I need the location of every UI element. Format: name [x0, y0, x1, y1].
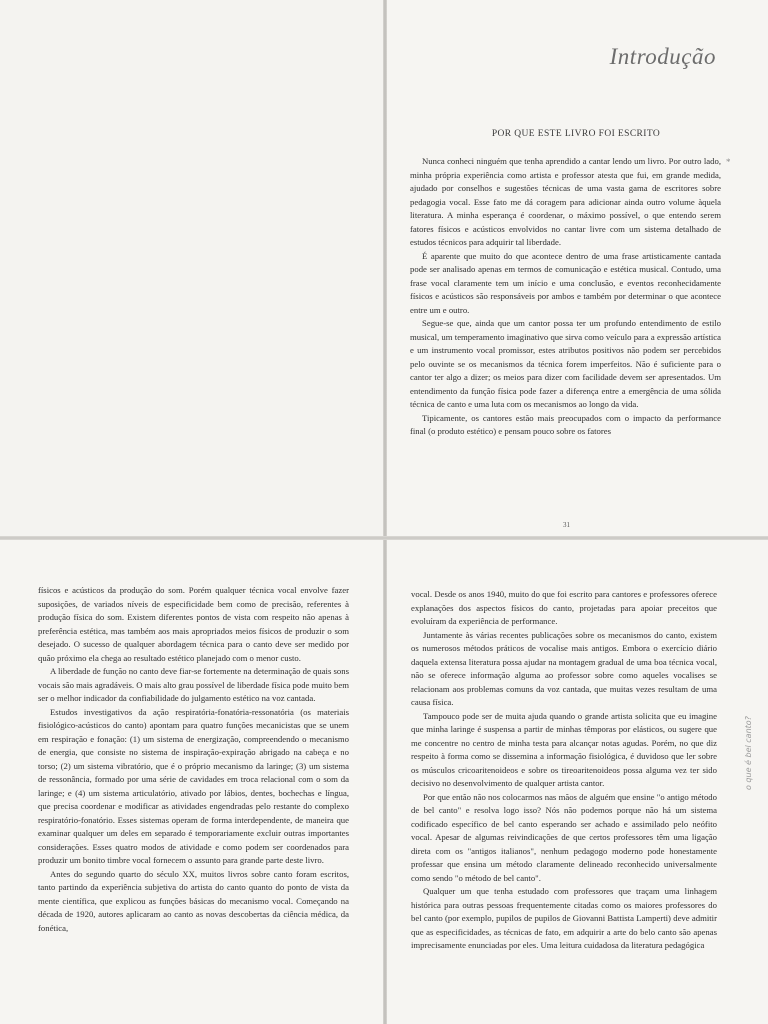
body-text [410, 155, 721, 439]
page-number: 31 [563, 521, 570, 529]
paragraph: Estudos investigativos da ação respiratória-fonatória-ressonatória (os materiais fisiológico-acústicos do canto) apontam para quatro funções mecanicistas que se unem em respiração e fonação: (1) um sistema de energização, compreendendo o mecanismo de energia, que consiste no sistema de inspiração-expiração abrigado na cabeça e no torso; (2) um sistema vibratório, que é o próprio mecanismo da laringe; (3) um sistema de ressonância, formado por uma série de cavidades em troca relacional com o som da laringe; e (4) um sistema articulatório, ativado por lábios, dentes, bochechas e língua, que precisa coordenar e modificar as atividades engendradas pelo restante do complexo respiratório-fonatório. Esses sistemas operam de forma interdependente, de maneira que examinar qualquer um deles em separado é temporariamente excluir outras importantes considerações. Esses quatro modos de atividade e como podem ser coordenados para produzir um bonito timbre vocal fornecem o assunto para grande parte deste livro. [38, 706, 349, 865]
blank-page [0, 0, 383, 536]
page-divider [0, 536, 768, 540]
paragraph: Nunca conheci ninguém que tenha aprendido a cantar lendo um livro. Por outro lado, minha própria experiência como artista e professor atesta que fui, em grande medida, ajudado por conselhos e sugestões técnicas de uma vasta gama de escritores sobre pedagogia vocal. Esse fato me dá coragem para adicionar ainda outro volume àquela literatura. A minha esperança é coordenar, o máximo possível, o que entendo serem fatores físicos e acústicos envolvidos no cantar livre com um sistema detalhado de estudos técnicos para adquirir tal liberdade. [410, 156, 721, 247]
right-text-page [387, 540, 768, 1024]
left-text-page [0, 540, 383, 1024]
margin-mark: * [726, 157, 731, 167]
introduction-page [387, 0, 768, 536]
body-text [411, 588, 717, 953]
paragraph: Tipicamente, os cantores estão mais preocupados com o impacto da performance final (o produto estético) e pensam pouco sobre os fatores [410, 412, 721, 436]
paragraph: É aparente que muito do que acontece dentro de uma frase artisticamente cantada pode ser analisado apenas em termos de comunicação e estética musical. Contudo, uma frase vocal claramente tem um início e uma conclusão, e eventos reconhecidamente físicos e acústicos são responsáveis por ambos e também por determinar o que acontece entre um e outro. [410, 250, 721, 315]
body-text [38, 584, 349, 935]
paragraph: A liberdade de função no canto deve fiar-se fortemente na determinação de quais sons vocais são mais agradáveis. O mais alto grau possível de liberdade física pode muito bem ser o melhor indicador da confiabilidade do julgamento estético na voz cantada. [38, 666, 349, 703]
paragraph: Qualquer um que tenha estudado com professores que traçam uma linhagem histórica para outras pessoas frequentemente citadas como os maiores professores do bel canto (por exemplo, pupilos de pupilos de Giovanni Battista Lamperti) deve admitir que as especificidades, as técnicas de fato, em adquirir a arte do belo canto são apenas imprecisamente enunciadas por eles. Uma leitura cuidadosa da literatura pedagógica [411, 886, 717, 950]
paragraph: Por que então não nos colocarmos nas mãos de alguém que ensine "o antigo método de bel canto" e resolva logo isso? Nós não podemos porque não há um sistema codificado específico de bel canto esperando ser achado e assimilado pelo neófito vocal. Apesar de algumas reivindicações de que certos professores têm uma ligação direta com os "antigos italianos", nenhum pedagogo moderno pode honestamente professar que ensina um método claramente delineado reconhecido universalmente como sendo "o método de bel canto". [411, 791, 717, 883]
paragraph: Antes do segundo quarto do século XX, muitos livros sobre canto foram escritos, tanto partindo da experiência subjetiva do artista do canto quanto do ponto de vista da mente científica, que explicou as funções básicas do mecanismo vocal. Começando na década de 1920, autores aplicaram ao canto as novas descobertas da ciência médica, da fonética, [38, 868, 349, 933]
handwritten-margin-note: o que é bel canto? [744, 716, 753, 790]
paragraph: vocal. Desde os anos 1940, muito do que foi escrito para cantores e professores oferece explanações dos aspectos físicos do canto, projetadas para apoiar preceitos que evoluíram da experiência de performance. [411, 589, 717, 626]
paragraph: físicos e acústicos da produção do som. Porém qualquer técnica vocal envolve fazer suposições, de variados níveis de especificidade bem como de precisão, referentes à produção física do som. Existem diferentes pontos de vista com respeito não apenas à preferência estética, mas também aos mais apropriados meios físicos de produzir o som desejado. O sucesso de qualquer abordagem técnica para o canto deve ser medido por quão próximo ela chega ao resultado estético planejado com o menor custo. [38, 585, 349, 663]
book-spine-shadow [383, 0, 387, 1024]
paragraph: Tampouco pode ser de muita ajuda quando o grande artista solicita que eu imagine que minha laringe é suspensa a partir de minhas têmporas por elásticos, ou sugere que me concentre no centro de minha testa para alcançar notas agudas. Porém, no que diz respeito à forma como se dissemina a informação fisiológica, é duvidoso que ler sobre os músculos cricoaritenoideos e sobre os tireoaritenoideos possa alguma vez ter sido decisivo no desenvolvimento de qualquer artista cantor. [411, 710, 717, 788]
chapter-title: Introdução [609, 44, 716, 69]
paragraph: Juntamente às várias recentes publicações sobre os mecanismos do canto, existem os numerosos métodos práticos de vocalise mais antigos. Embora o exercício diário daquela extensa literatura possa ajudar na montagem gradual de uma boa técnica vocal, não se oferece informação alguma ao professor sobre como aqueles vocalises se relacionam aos problemas comuns da voz cantada, que muitas vezes resultam de uma causa física. [411, 629, 717, 707]
section-heading: POR QUE ESTE LIVRO FOI ESCRITO [491, 129, 661, 139]
paragraph: Segue-se que, ainda que um cantor possa ter um profundo entendimento de estilo musical, um temperamento imaginativo que sirva como veículo para a expressão artística e um instrumento vocal promissor, estes atributos positivos não podem ser percebidos pelo ouvinte se os mecanismos da técnica forem imperfeitos. Não é suficiente para o cantor ter algo a dizer; os meios para dizer com facilidade devem ser apresentados. Um entendimento da função física pode fazer a diferença entre a emergência de uma sólida técnica de canto e uma luta com os mecanismos ao longo da vida. [410, 318, 721, 409]
